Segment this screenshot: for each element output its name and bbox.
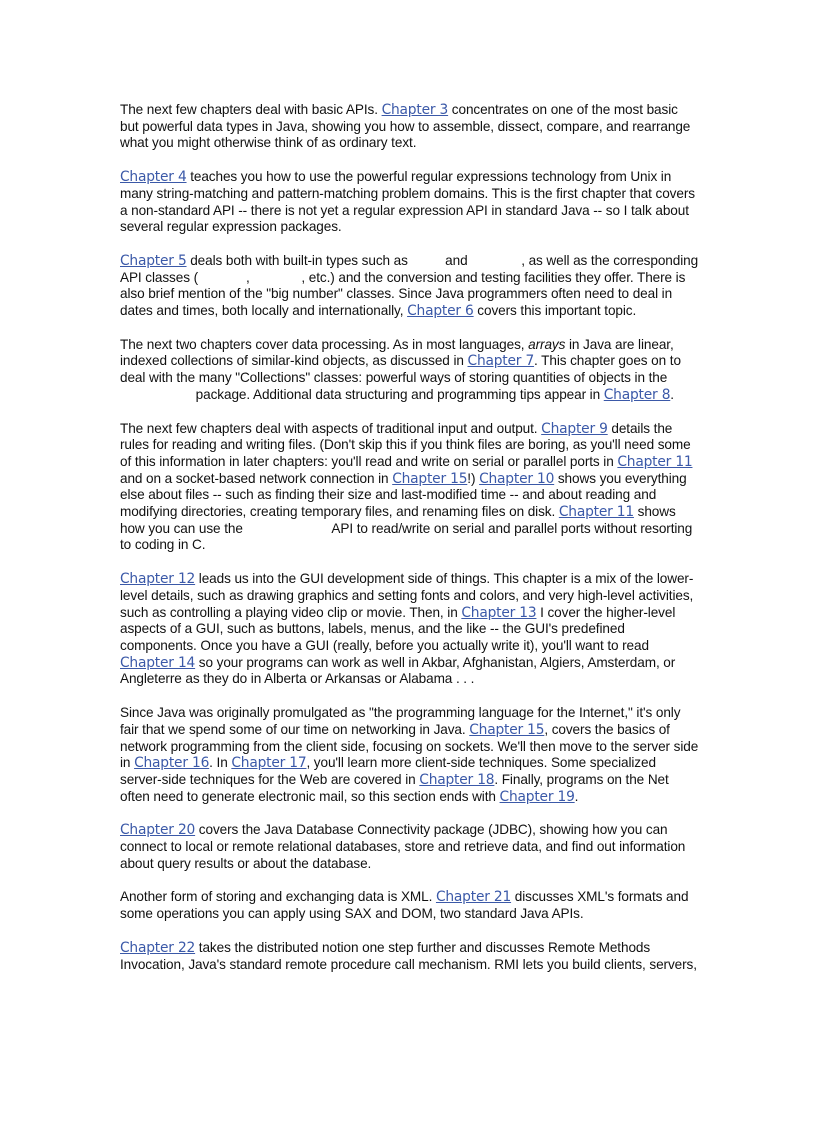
text: discusses XML's formats and some operations you can apply using SAX and DOM, two standard Java APIs.	[120, 889, 689, 922]
text: . This chapter goes on to deal with the many "Collections" classes: powerful ways of storing quantities of objects in the	[120, 353, 681, 386]
text: Since Java was originally promulgated as "the programming language for the Internet," it's only fair that we spend some of our time on networking in Java.	[120, 705, 681, 737]
paragraph-7	[120, 705, 700, 805]
chapter-15-link[interactable]: Chapter 15	[392, 470, 468, 487]
chapter-10-link[interactable]: Chapter 10	[479, 470, 555, 487]
text: The next few chapters deal with basic APIs.	[120, 102, 382, 117]
chapter-16-link[interactable]: Chapter 16	[134, 755, 210, 772]
chapter-9-link[interactable]: Chapter 9	[541, 420, 608, 437]
text: Another form of storing and exchanging data is XML.	[120, 889, 436, 905]
chapter-12-link[interactable]: Chapter 12	[120, 571, 196, 588]
paragraph-6	[120, 571, 700, 688]
text: , as well as the corresponding API classes (	[120, 252, 699, 285]
text: leads us into the GUI development side of things. This chapter is a mix of the lower-level details, such as drawing graphics and setting fonts and colors, and very high-level activities, such as controlling a playing video clip or movie. Then, in	[120, 571, 694, 620]
text: shows how you can use the	[120, 504, 676, 536]
chapter-6-link[interactable]: Chapter 6	[407, 303, 474, 320]
chapter-5-link[interactable]: Chapter 5	[120, 252, 187, 269]
text: details the rules for reading and writing files. (Don't skip this if you think files are boring, as you'll need some of this information in later chapters: you'll read and write on serial or parallel ports in	[120, 420, 691, 469]
chapter-21-link[interactable]: Chapter 21	[435, 889, 512, 906]
chapter-8-link[interactable]: Chapter 8	[603, 386, 671, 403]
paragraph-10	[120, 940, 700, 973]
text: The next two chapters cover data processing. As in most languages,	[120, 336, 529, 352]
text: takes the distributed notion one step further and discusses Remote Methods Invocation, Java's standard remote procedure call mechanism. RMI lets you build clients, servers,	[120, 939, 697, 972]
text: package. Additional data structuring and programming tips appear in	[192, 386, 604, 402]
text: deals both with built-in types such as	[186, 252, 412, 268]
chapter-7-link[interactable]: Chapter 7	[467, 353, 535, 370]
paragraph-5	[120, 421, 700, 555]
chapter-15-link[interactable]: Chapter 15	[469, 721, 545, 738]
chapter-11-link[interactable]: Chapter 11	[617, 453, 693, 470]
text: , covers the basics of network programming from the client side, focusing on sockets. We'll then move to the server side in	[120, 721, 699, 771]
chapter-13-link[interactable]: Chapter 13	[461, 604, 537, 621]
text: . In	[209, 755, 232, 771]
text: covers this important topic.	[473, 303, 637, 319]
chapter-4-link[interactable]: Chapter 4	[120, 169, 187, 186]
emphasis: arrays	[528, 336, 566, 352]
text: and	[441, 252, 472, 268]
text: , you'll learn more client-side techniques. Some specialized server-side techniques for the Web are covered in	[120, 755, 656, 787]
chapter-18-link[interactable]: Chapter 18	[419, 771, 495, 788]
paragraph-1	[120, 102, 700, 152]
chapter-17-link[interactable]: Chapter 17	[231, 755, 307, 772]
text: covers the Java Database Connectivity package (JDBC), showing how you can connect to local or remote relational databases, store and retrieve data, and find out information about query results or about the database.	[120, 822, 686, 871]
chapter-22-link[interactable]: Chapter 22	[120, 939, 196, 956]
text: I cover the higher-level aspects of a GUI, such as buttons, labels, menus, and the like -- the GUI's predefined components. Once you have a GUI (really, before you actually write it), you'll want to read	[120, 604, 676, 653]
text: shows you everything else about files -- such as finding their size and last-modified time -- and about reading and modifying directories, creating temporary files, and renaming files on disk.	[120, 470, 687, 520]
chapter-11-link[interactable]: Chapter 11	[558, 504, 634, 521]
document-body	[120, 102, 700, 990]
text: The next few chapters deal with aspects of traditional input and output.	[120, 420, 542, 436]
text: , etc.) and the conversion and testing facilities they offer. There is also brief mention of the "big number" classes. Since Java programmers often need to deal in dates and times, both locally and internationally,	[120, 269, 686, 319]
paragraph-2	[120, 169, 700, 236]
text: and on a socket-based network connection in	[120, 470, 393, 486]
paragraph-8	[120, 822, 700, 872]
paragraph-3	[120, 253, 700, 320]
text: !)	[467, 470, 480, 486]
text: concentrates on one of the most basic but powerful data types in Java, showing you how to assemble, dissect, compare, and rearrange what you might otherwise think of as ordinary text.	[120, 102, 691, 151]
text: teaches you how to use the powerful regular expressions technology from Unix in many string-matching and pattern-matching problem domains. This is the first chapter that covers a non-standard API -- there is not yet a regular expression API in standard Java -- so I talk about several regular expression packages.	[120, 169, 695, 235]
text: so your programs can work as well in Akbar, Afghanistan, Algiers, Amsterdam, or Angleterre as they do in Alberta or Arkansas or Alabama . . .	[120, 654, 676, 687]
chapter-19-link[interactable]: Chapter 19	[499, 788, 575, 805]
text: . Finally, programs on the Net often need to generate electronic mail, so this section ends with	[120, 771, 669, 804]
paragraph-9	[120, 889, 700, 922]
text: .	[574, 788, 579, 804]
text: API to read/write on serial and parallel ports without resorting to coding in C.	[120, 520, 693, 553]
chapter-14-link[interactable]: Chapter 14	[120, 654, 196, 671]
text: ,	[246, 269, 254, 285]
paragraph-4	[120, 337, 700, 404]
text: .	[670, 386, 674, 402]
text: in Java are linear, indexed collections of similar-kind objects, as discussed in	[120, 336, 674, 369]
chapter-3-link[interactable]: Chapter 3	[381, 102, 449, 118]
chapter-20-link[interactable]: Chapter 20	[120, 822, 196, 839]
